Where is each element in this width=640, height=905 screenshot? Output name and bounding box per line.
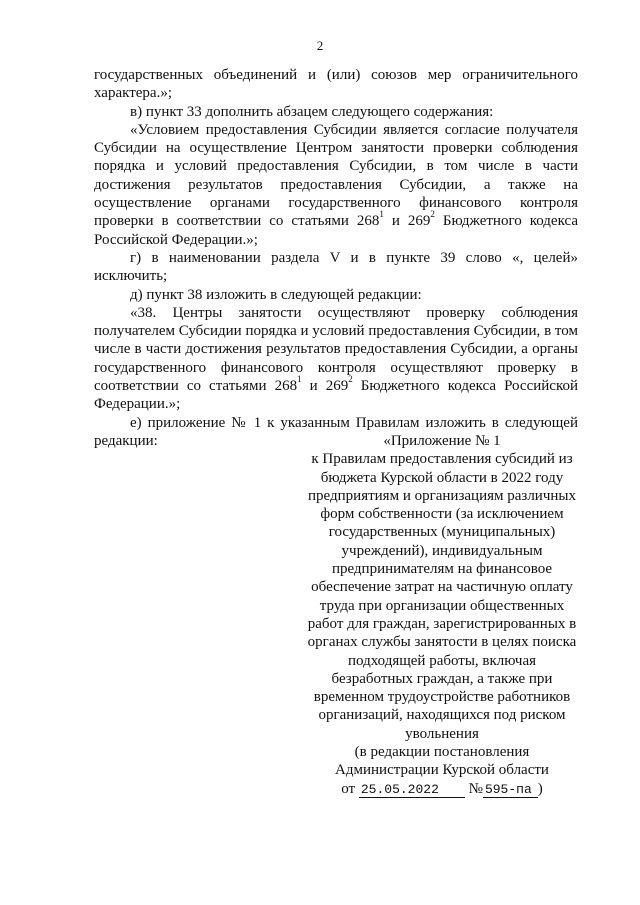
appendix-line: государственных (муниципальных) xyxy=(328,524,556,541)
appendix-line: организаций, находящихся под риском xyxy=(318,707,566,724)
paragraph-item-v: в) пункт 33 дополнить абзацем следующего содержания: xyxy=(130,103,494,120)
paragraph-item-d: д) пункт 38 изложить в следующей редакции: xyxy=(130,286,422,303)
appendix-line: бюджета Курской области в 2022 году xyxy=(320,469,564,486)
appendix-line: труда при организации общественных xyxy=(319,597,565,614)
number-label: № xyxy=(468,780,483,797)
appendix-line: «Приложение № 1 xyxy=(383,433,501,449)
appendix-line: форм собственности (за исключением xyxy=(320,506,564,523)
paragraph-quote-subsidy-condition: «Условием предоставления Субсидии является согласие получателя Субсидии на осуществление Центром занятости проверки соблюдения порядка и условий предоставления Субсидии, в том числе в части достижения результатов предоставления Субсидии, а также на осуществление органами государственного финансового контроля проверки в соответствии со статьями $268^1$ и $269^2$ Бюджетного кодекса Российской Федерации.»; xyxy=(94,121,579,248)
from-label: от xyxy=(341,780,356,797)
appendix-header xyxy=(303,432,581,799)
appendix-line: Администрации Курской области xyxy=(335,762,549,779)
resolution-number: 595-па xyxy=(483,782,538,798)
appendix-line: безработных граждан, а также при xyxy=(331,670,553,687)
paragraph-item-e: е) приложение № 1 к указанным Правилам изложить в следующей редакции: xyxy=(94,414,578,449)
paragraph-continuation: государственных объединений и (или) союзов мер ограничительного характера.»; xyxy=(94,67,578,102)
paragraph-item-g: г) в наименовании раздела V и в пункте 39 слово «, целей» исключить; xyxy=(94,249,578,285)
appendix-line: (в редакции постановления xyxy=(354,744,530,761)
closing-paren: ) xyxy=(537,780,543,797)
appendix-line: подходящей работы, включая xyxy=(347,652,537,669)
paragraph-quote-point-38: «38. Центры занятости осуществляют проверку соблюдения получателем Субсидии порядка и условий предоставления Субсидии, в том числе в части достижения результатов предоставления Субсидии, а органы государственного финансового контроля осуществляют проверку в соответствии со статьями $268^1$ и $269^2$ Бюджетного кодекса Российской Федерации.»; xyxy=(94,304,579,413)
appendix-line: предпринимателям на финансовое xyxy=(331,561,553,578)
appendix-line: обеспечение затрат на частичную оплату xyxy=(311,579,573,596)
appendix-date-line xyxy=(303,780,581,799)
appendix-line: учреждений), индивидуальным xyxy=(341,542,543,559)
document-body xyxy=(94,66,578,450)
appendix-line: временном трудоустройстве работников xyxy=(313,689,571,706)
appendix-line: органах службы занятости в целях поиска xyxy=(307,634,577,651)
appendix-line: работ для граждан, зарегистрированных в xyxy=(307,615,577,632)
page-number: 2 xyxy=(316,38,324,53)
resolution-date: 25.05.2022 xyxy=(359,782,465,798)
appendix-line: увольнения xyxy=(405,725,479,742)
appendix-line: предприятиям и организациям различных xyxy=(308,487,576,504)
appendix-line: к Правилам предоставления субсидий из xyxy=(311,451,573,468)
